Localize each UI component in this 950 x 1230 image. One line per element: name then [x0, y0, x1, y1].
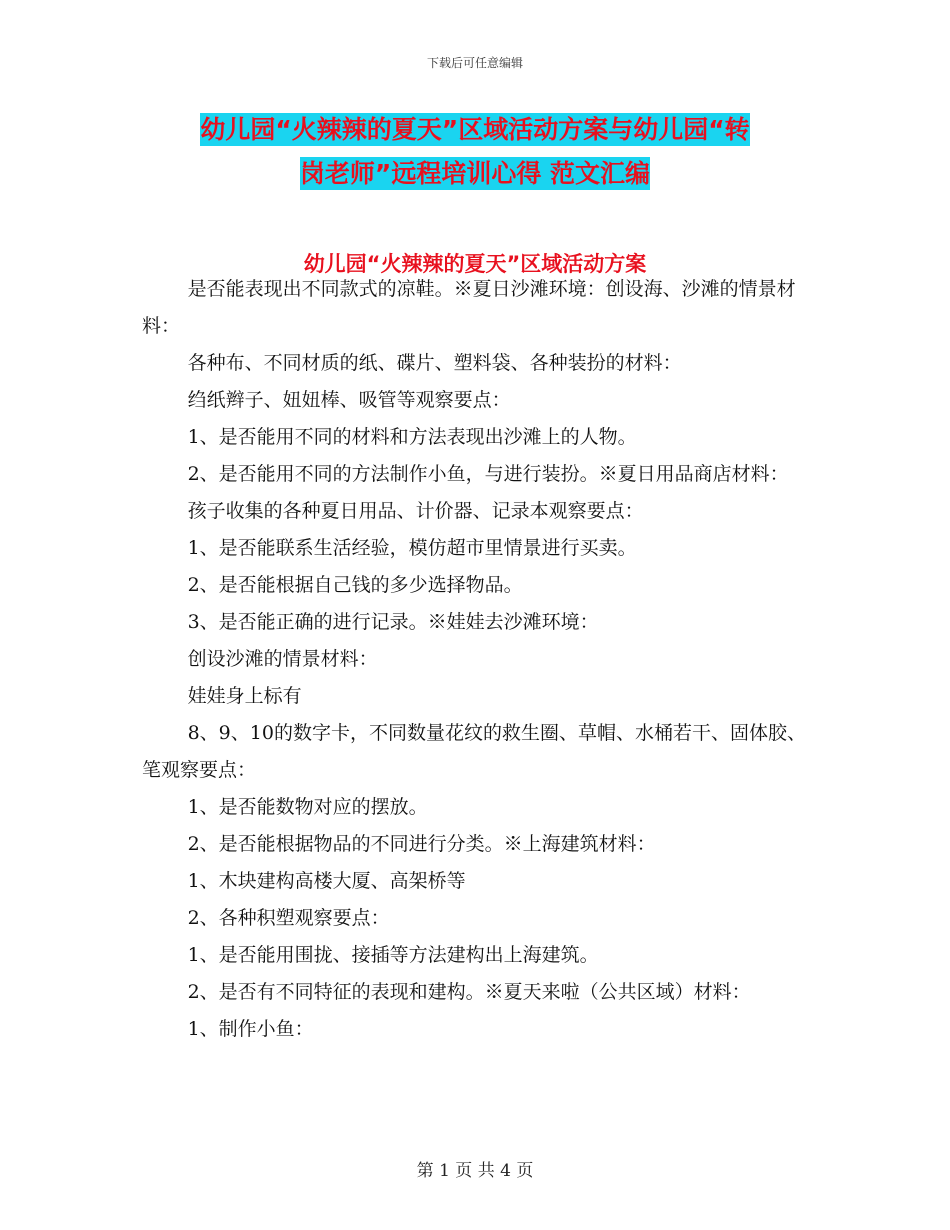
paragraph: 3、是否能正确的进行记录。※娃娃去沙滩环境：: [187, 611, 599, 633]
paragraph: 2、是否能用不同的方法制作小鱼，与进行装扮。※夏日用品商店材料：: [187, 463, 789, 485]
paragraph: 2、是否能根据物品的不同进行分类。※上海建筑材料：: [187, 833, 656, 855]
paragraph: 1、是否能数物对应的摆放。: [187, 796, 428, 818]
paragraph: 娃娃身上标有: [187, 685, 302, 707]
page-footer: 第 1 页 共 4 页: [416, 1161, 534, 1181]
title-line-1: 幼儿园“火辣辣的夏天”区域活动方案与幼儿园“转: [200, 115, 750, 144]
paragraph: 1、制作小鱼：: [187, 1018, 314, 1040]
paragraph: 孩子收集的各种夏日用品、计价器、记录本观察要点：: [187, 500, 644, 522]
paragraph: 1、是否能用围拢、接插等方法建构出上海建筑。: [187, 944, 599, 966]
page-header-note: 下载后可任意编辑: [426, 56, 523, 70]
title-line-2: 岗老师”远程培训心得 范文汇编: [299, 159, 651, 188]
paragraph: 1、是否能用不同的材料和方法表现出沙滩上的人物。: [187, 426, 637, 448]
paragraph: 创设沙滩的情景材料：: [187, 648, 378, 670]
paragraph: 1、是否能联系生活经验，模仿超市里情景进行买卖。: [187, 537, 637, 559]
paragraph: 2、各种积塑观察要点：: [187, 907, 390, 929]
paragraph: 1、木块建构高楼大厦、高架桥等: [187, 870, 466, 892]
paragraph: 2、是否能根据自己钱的多少选择物品。: [187, 574, 523, 596]
paragraph: 是否能表现出不同款式的凉鞋。※夏日沙滩环境：创设海、沙滩的情景材料：: [142, 278, 796, 337]
paragraph: 各种布、不同材质的纸、碟片、塑料袋、各种装扮的材料：: [187, 352, 682, 374]
paragraph: 8、9、10的数字卡，不同数量花纹的救生圈、草帽、水桶若干、固体胶、笔观察要点：: [142, 722, 806, 781]
body-text: [142, 271, 822, 1048]
paragraph: 绉纸辫子、妞妞棒、吸管等观察要点：: [187, 389, 511, 411]
section-title: 幼儿园“火辣辣的夏天”区域活动方案: [303, 252, 647, 276]
document-title: [0, 108, 950, 196]
paragraph: 2、是否有不同特征的表现和建构。※夏天来啦（公共区域）材料：: [187, 981, 751, 1003]
